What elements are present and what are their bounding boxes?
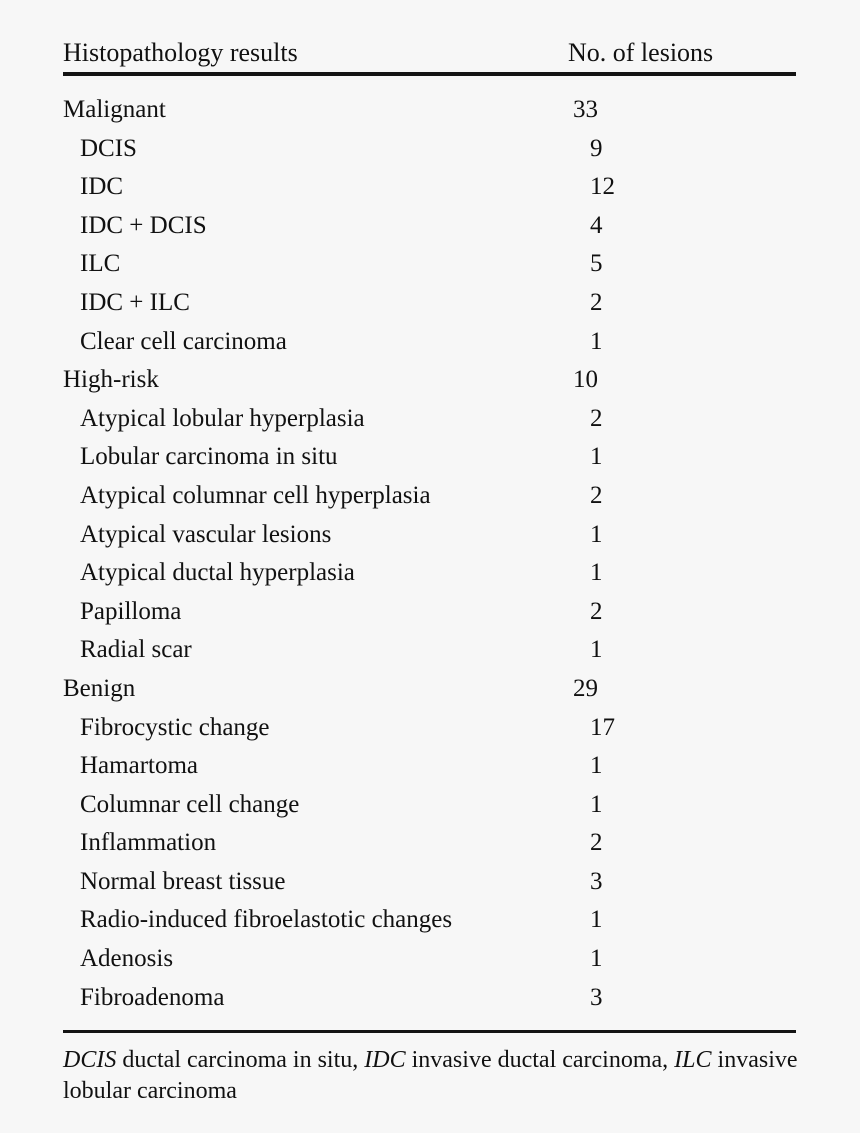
row-value-lesion-count: 1 [590,906,603,934]
table-row [63,637,796,676]
row-value-lesion-count: 2 [590,404,603,432]
table-row [63,367,796,406]
row-value-lesion-count: 1 [590,790,603,818]
table-body [63,76,796,1023]
row-label-subitem: IDC [80,173,124,201]
row-value-lesion-count: 1 [590,752,603,780]
row-label-subitem: ILC [80,250,121,278]
row-value-lesion-count: 1 [590,520,603,548]
row-value-lesion-count: 10 [573,366,598,394]
row-label-subitem: DCIS [80,134,137,162]
footnote-abbr-ilc: ILC [674,1047,712,1074]
row-label-subitem: Inflammation [80,829,217,857]
row-label-subitem: Atypical columnar cell hyperplasia [80,481,431,509]
row-label-subitem: Fibrocystic change [80,713,270,741]
table-row [63,136,796,175]
table-row [63,985,796,1024]
row-label-subitem: Hamartoma [80,752,199,780]
row-value-lesion-count: 2 [590,288,603,316]
table-row [63,560,796,599]
row-value-lesion-count: 12 [590,173,615,201]
table-footnote [63,1033,803,1106]
table-row [63,830,796,869]
row-value-lesion-count: 1 [590,327,603,355]
row-label-category: High-risk [63,366,159,394]
table-row [63,329,796,368]
table-row [63,676,796,715]
column-header-no-of-lesions: No. of lesions [568,38,714,68]
row-value-lesion-count: 29 [573,674,598,702]
table-row [63,753,796,792]
row-value-lesion-count: 9 [590,134,603,162]
table-row [63,251,796,290]
row-label-subitem: Atypical vascular lesions [80,520,332,548]
table-row [63,599,796,638]
row-label-subitem: Atypical lobular hyperplasia [80,404,365,432]
row-value-lesion-count: 4 [590,211,603,239]
row-label-subitem: Lobular carcinoma in situ [80,443,338,471]
row-label-subitem: Radio-induced fibroelastotic changes [80,906,453,934]
footnote-text-dcis: ductal carcinoma in situ, [116,1047,365,1074]
row-label-subitem: Adenosis [80,945,174,973]
row-value-lesion-count: 2 [590,481,603,509]
row-label-subitem: Atypical ductal hyperplasia [80,559,355,587]
column-header-histopathology-results: Histopathology results [63,38,298,68]
footnote-text-ilc: invasive lobular carcinoma [63,1047,798,1104]
table-row [63,174,796,213]
row-label-category: Malignant [63,96,166,123]
row-label-subitem: Columnar cell change [80,790,300,818]
table-row [63,290,796,329]
row-value-lesion-count: 3 [590,867,603,895]
row-label-subitem: IDC + ILC [80,288,190,316]
row-value-lesion-count: 2 [590,829,603,857]
row-value-lesion-count: 1 [590,945,603,973]
table-row [63,444,796,483]
table-row [63,715,796,754]
row-value-lesion-count: 3 [590,983,603,1011]
table-row [63,97,796,136]
row-label-subitem: Normal breast tissue [80,867,286,895]
row-value-lesion-count: 1 [590,559,603,587]
table-row [63,946,796,985]
row-value-lesion-count: 17 [590,713,615,741]
table-row [63,406,796,445]
row-value-lesion-count: 5 [590,250,603,278]
row-label-subitem: Radial scar [80,636,192,664]
table-row [63,522,796,561]
row-label-subitem: Clear cell carcinoma [80,327,287,355]
row-value-lesion-count: 1 [590,443,603,471]
footnote-abbr-dcis: DCIS [63,1047,117,1074]
footnote-abbr-idc: IDC [364,1047,406,1074]
row-label-category: Benign [63,674,136,702]
table-row [63,213,796,252]
histopathology-results-table [63,0,796,1107]
table-row [63,483,796,522]
row-label-subitem: IDC + DCIS [80,211,207,239]
table-row [63,869,796,908]
table-row [63,907,796,946]
row-value-lesion-count: 33 [573,96,598,123]
footnote-text-idc: invasive ductal carcinoma, [405,1047,675,1074]
row-label-subitem: Fibroadenoma [80,983,225,1011]
table-row [63,792,796,831]
row-value-lesion-count: 1 [590,636,603,664]
row-value-lesion-count: 2 [590,597,603,625]
table-header-row [63,0,796,72]
row-label-subitem: Papilloma [80,597,182,625]
